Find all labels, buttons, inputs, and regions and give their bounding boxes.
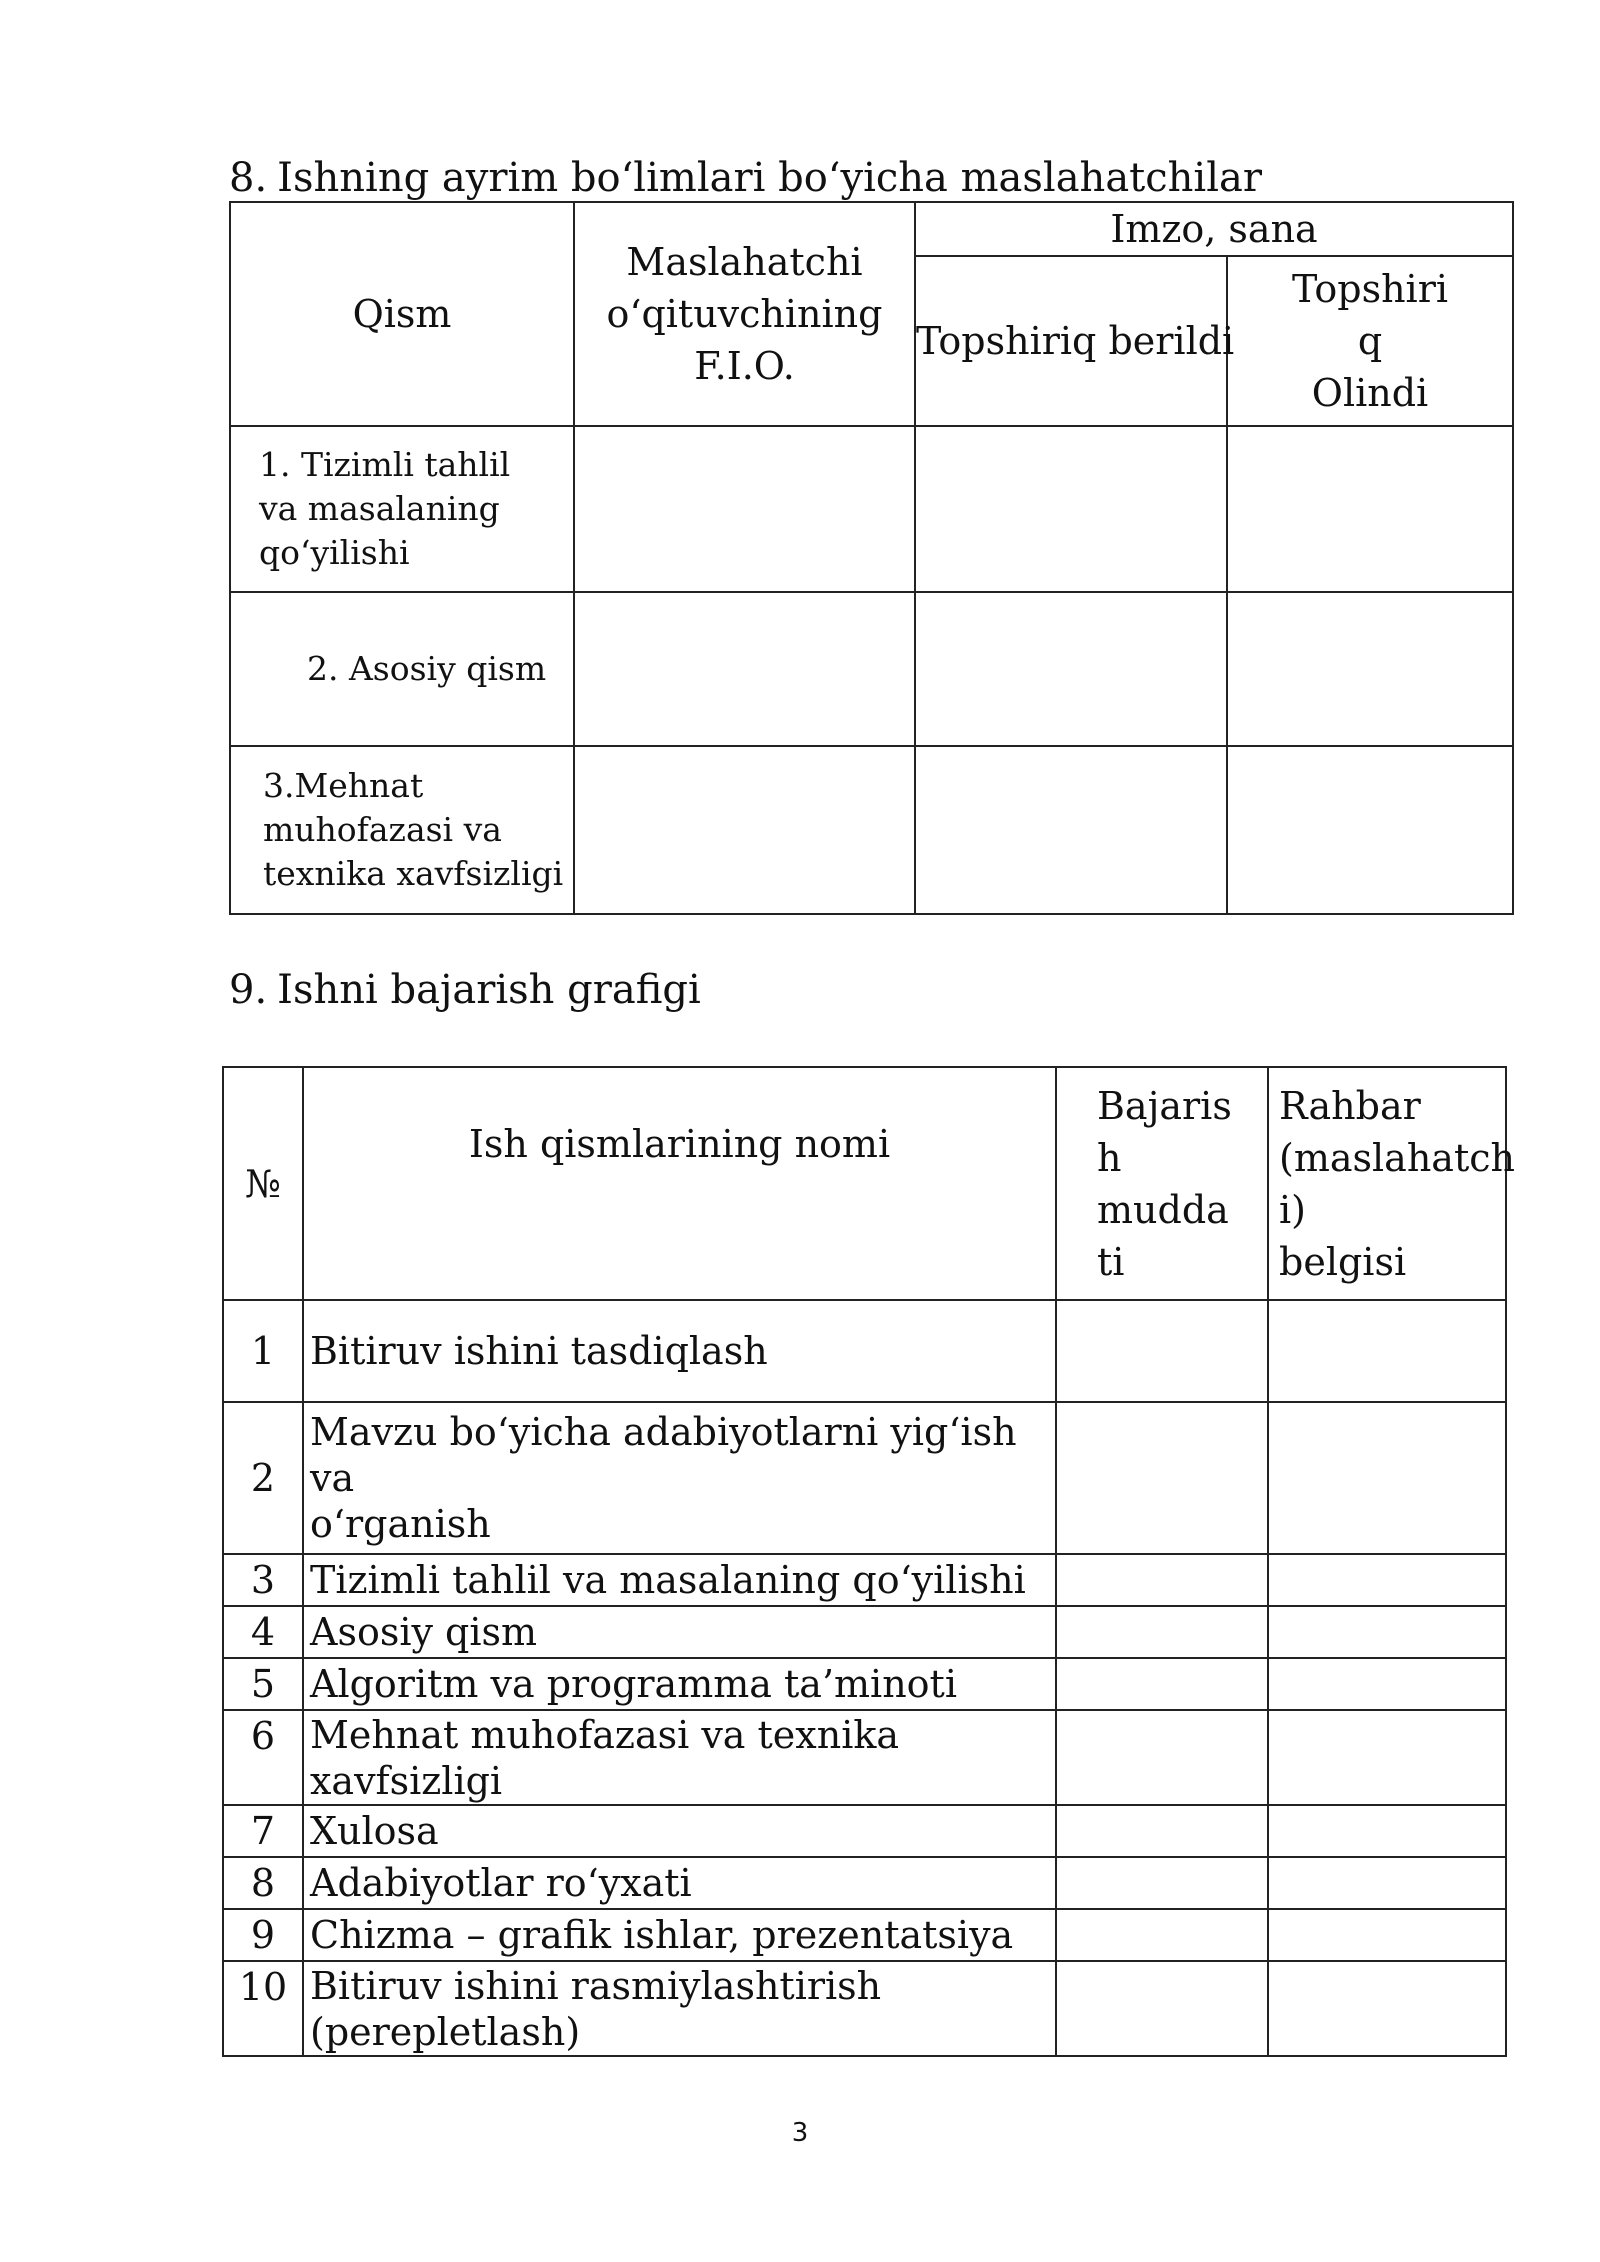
consultant-part-label: 3.Mehnat muhofazasi va texnika xavfsizligi <box>263 766 564 893</box>
supervisor-mark-cell[interactable] <box>1268 1805 1506 1857</box>
consultants-table <box>229 201 1514 915</box>
assigned-signature-cell[interactable] <box>915 592 1227 746</box>
header-topshiriq-berildi: Topshiriq berildi <box>915 256 1227 426</box>
deadline-cell[interactable] <box>1056 1402 1268 1554</box>
table-row <box>223 1857 1506 1909</box>
task-name: Mavzu bo‘yicha adabiyotlarni yig‘ish va o‘rganish <box>303 1402 1056 1554</box>
page-number: 3 <box>791 2118 809 2148</box>
table-row <box>223 1961 1506 2056</box>
consultant-name-cell[interactable] <box>574 592 915 746</box>
section-9-title: Ishni bajarish grafigi <box>277 967 701 1013</box>
row-number: 4 <box>223 1606 303 1658</box>
header-number: № <box>223 1067 303 1300</box>
section-8-title: Ishning ayrim bo‘limlari bo‘yicha maslahatchilar <box>277 155 1262 201</box>
row-number: 5 <box>223 1658 303 1710</box>
table-row <box>223 1658 1506 1710</box>
row-number: 8 <box>223 1857 303 1909</box>
deadline-cell[interactable] <box>1056 1805 1268 1857</box>
task-name: Adabiyotlar ro‘yxati <box>303 1857 1056 1909</box>
deadline-cell[interactable] <box>1056 1961 1268 2056</box>
supervisor-mark-cell[interactable] <box>1268 1658 1506 1710</box>
deadline-cell[interactable] <box>1056 1606 1268 1658</box>
header-rahbar-belgisi: Rahbar (maslahatch i) belgisi <box>1268 1067 1506 1300</box>
consultant-part-label: 1. Tizimli tahlil va masalaning qo‘yilishi <box>259 445 511 572</box>
consultant-part-label: 2. Asosiy qism <box>307 649 547 688</box>
consultants-header-row <box>230 202 1513 256</box>
table-row <box>223 1710 1506 1805</box>
task-name: Mehnat muhofazasi va texnika xavfsizligi <box>303 1710 1056 1805</box>
row-number: 1 <box>223 1300 303 1402</box>
table-row <box>223 1402 1506 1554</box>
table-row <box>223 1909 1506 1961</box>
header-maslahatchi: Maslahatchi o‘qituvchining F.I.O. <box>574 202 915 426</box>
section-8-number: 8. <box>229 155 268 201</box>
row-number: 7 <box>223 1805 303 1857</box>
header-imzo-sana: Imzo, sana <box>915 202 1513 256</box>
assigned-signature-cell[interactable] <box>915 746 1227 914</box>
table-row <box>223 1300 1506 1402</box>
table-row <box>223 1554 1506 1606</box>
deadline-cell[interactable] <box>1056 1658 1268 1710</box>
task-name: Chizma – grafik ishlar, prezentatsiya <box>303 1909 1056 1961</box>
schedule-header-row <box>223 1067 1506 1300</box>
row-number: 10 <box>223 1961 303 2056</box>
supervisor-mark-cell[interactable] <box>1268 1857 1506 1909</box>
supervisor-mark-cell[interactable] <box>1268 1909 1506 1961</box>
received-signature-cell[interactable] <box>1227 592 1513 746</box>
supervisor-mark-cell[interactable] <box>1268 1402 1506 1554</box>
supervisor-mark-cell[interactable] <box>1268 1554 1506 1606</box>
deadline-cell[interactable] <box>1056 1300 1268 1402</box>
section-9-number: 9. <box>229 967 268 1013</box>
task-name: Bitiruv ishini tasdiqlash <box>303 1300 1056 1402</box>
deadline-cell[interactable] <box>1056 1710 1268 1805</box>
supervisor-mark-cell[interactable] <box>1268 1300 1506 1402</box>
row-number: 6 <box>223 1710 303 1805</box>
assigned-signature-cell[interactable] <box>915 426 1227 592</box>
supervisor-mark-cell[interactable] <box>1268 1961 1506 2056</box>
header-bajarish-muddati: Bajaris h mudda ti <box>1056 1067 1268 1300</box>
schedule-table <box>222 1066 1515 2057</box>
deadline-cell[interactable] <box>1056 1909 1268 1961</box>
table-row <box>223 1805 1506 1857</box>
deadline-cell[interactable] <box>1056 1857 1268 1909</box>
task-name: Tizimli tahlil va masalaning qo‘yilishi <box>303 1554 1056 1606</box>
supervisor-mark-cell[interactable] <box>1268 1710 1506 1805</box>
table-row <box>230 426 1513 592</box>
consultant-name-cell[interactable] <box>574 746 915 914</box>
consultant-name-cell[interactable] <box>574 426 915 592</box>
supervisor-mark-cell[interactable] <box>1268 1606 1506 1658</box>
header-ish-nomi: Ish qismlarining nomi <box>303 1067 1056 1300</box>
task-name: Xulosa <box>303 1805 1056 1857</box>
task-name: Asosiy qism <box>303 1606 1056 1658</box>
received-signature-cell[interactable] <box>1227 746 1513 914</box>
section-9-heading <box>229 967 701 1013</box>
task-name: Bitiruv ishini rasmiylashtirish (perepletlash) <box>303 1961 1056 2056</box>
section-8-heading <box>229 155 1262 201</box>
header-topshiriq-olindi: Topshiri q Olindi <box>1227 256 1513 426</box>
table-row <box>223 1606 1506 1658</box>
deadline-cell[interactable] <box>1056 1554 1268 1606</box>
header-qism: Qism <box>230 202 574 426</box>
table-row <box>230 746 1513 914</box>
row-number: 9 <box>223 1909 303 1961</box>
row-number: 3 <box>223 1554 303 1606</box>
row-number: 2 <box>223 1402 303 1554</box>
task-name: Algoritm va programma ta’minoti <box>303 1658 1056 1710</box>
table-row <box>230 592 1513 746</box>
received-signature-cell[interactable] <box>1227 426 1513 592</box>
